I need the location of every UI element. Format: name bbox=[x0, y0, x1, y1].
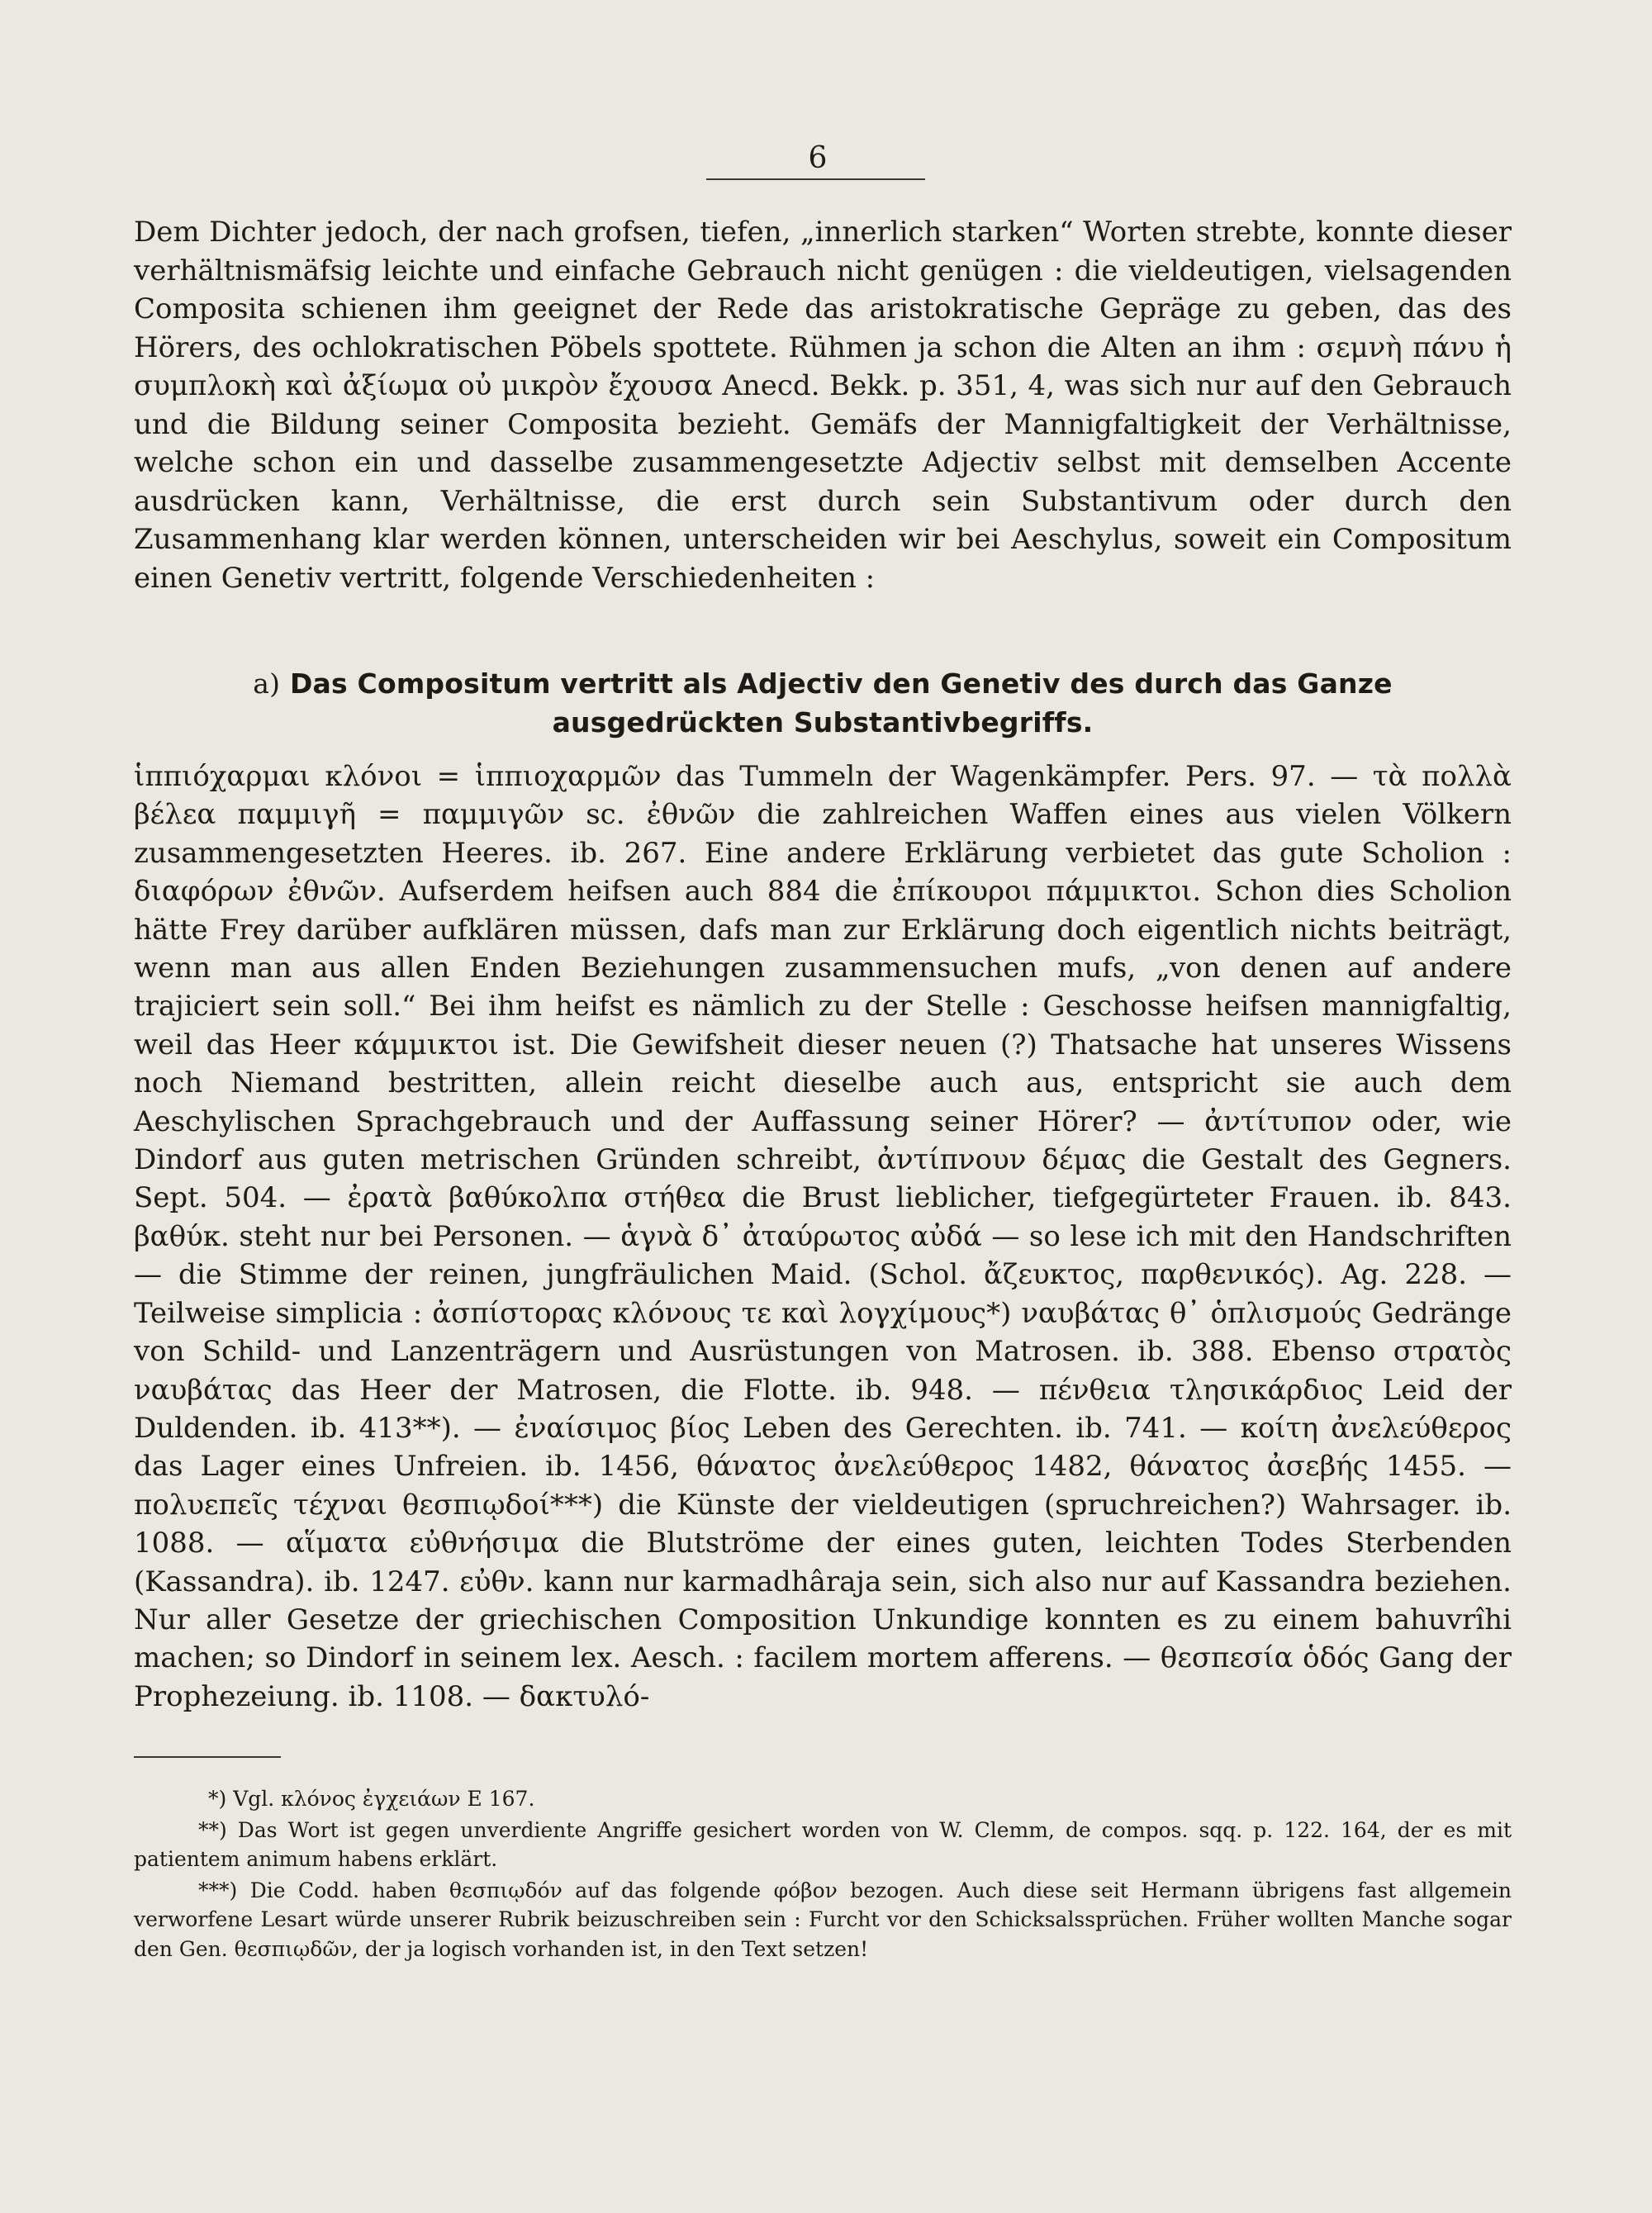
section-label: a) bbox=[253, 667, 281, 700]
footnote-3: ***) Die Codd. haben θεσπιῳδόν auf das folgende φόβον bezogen. Auch diese seit Hermann übrigens fast allgemein verworfene Lesart würde unserer Rubrik beizuschreiben sein : Furcht vor den Schicksalssprüchen. Früher wollten Manche sogar den Gen. θεσπιῳδῶν, der ja logisch vorhanden ist, in den Text setzen! bbox=[134, 1878, 1512, 1961]
intro-paragraph-block bbox=[134, 213, 1512, 597]
page-number: 6 bbox=[808, 141, 828, 175]
header-rule bbox=[706, 178, 925, 180]
section-title: Das Compositum vertritt als Adjectiv den Genetiv des durch das Ganze ausgedrückten Substantivbegriffs. bbox=[289, 667, 1393, 738]
section-heading bbox=[134, 664, 1512, 742]
footnotes bbox=[134, 1784, 1512, 1965]
section-body bbox=[134, 757, 1512, 1716]
section-paragraph: ἱππιόχαρμαι κλόνοι = ἱππιοχαρμῶν das Tummeln der Wagenkämpfer. Pers. 97. — τὰ πολλὰ βέλεα παμμιγῆ = παμμιγῶν sc. ἐθνῶν die zahlreichen Waffen eines aus vielen Völkern zusammengesetzten Heeres. ib. 267. Eine andere Erklärung verbietet das gute Scholion : διαφόρων ἐθνῶν. Aufserdem heifsen auch 884 die ἐπίκουροι πάμμικτοι. Schon dies Scholion hätte Frey darüber aufklären müssen, dafs man zur Erklärung doch eigentlich nichts beiträgt, wenn man aus allen Enden Beziehungen zusammensuchen mufs, „von denen auf andere trajiciert sein soll.“ Bei ihm heifst es nämlich zu der Stelle : Geschosse heifsen mannigfaltig, weil das Heer κάμμικτοι ist. Die Gewifsheit dieser neuen (?) Thatsache hat unseres Wissens noch Niemand bestritten, allein reicht dieselbe auch aus, entspricht sie auch dem Aeschylischen Sprachgebrauch und der Auffassung seiner Hörer? — ἀντίτυπον oder, wie Dindorf aus guten metrischen Gründen schreibt, ἀντίπνουν δέμας die Gestalt des Gegners. Sept. 504. — ἐρατὰ βαθύκολπα στήθεα die Brust lieblicher, tiefgegürteter Frauen. ib. 843. βαθύκ. steht nur bei Personen. — ἁγνὰ δ᾽ ἀταύρωτος αὐδά — so lese ich mit den Handschriften — die Stimme der reinen, jungfräulichen Maid. (Schol. ἄζευκτος, παρθενικός). Ag. 228. — Teilweise simplicia : ἀσπίστορας κλόνους τε καὶ λογχίμους*) ναυβάτας θ᾽ ὁπλισμούς Gedränge von Schild- und Lanzenträgern und Ausrüstungen von Matrosen. ib. 388. Ebenso στρατὸς ναυβάτας das Heer der Matrosen, die Flotte. ib. 948. — πένθεια τλησικάρδιος Leid der Duldenden. ib. 413**). — ἐναίσιμος βίος Leben des Gerechten. ib. 741. — κοίτη ἀνελεύθερος das Lager eines Unfreien. ib. 1456, θάνατος ἀνελεύθερος 1482, θάνατος ἀσεβής 1455. — πολυεπεῖς τέχναι θεσπιῳδοί***) die Künste der vieldeutigen (spruchreichen?) Wahrsager. ib. 1088. — αἵματα εὐθνήσιμα die Blutströme der eines guten, leichten Todes Sterbenden (Kassandra). ib. 1247. εὐθν. kann nur karmadhâraja sein, sich also nur auf Kassandra beziehen. Nur aller Gesetze der griechischen Composition Unkundige konnten es zu einem bahuvrîhi machen; so Dindorf in seinem lex. Aesch. : facilem mortem afferens. — θεσπεσία ὁδός Gang der Prophezeiung. ib. 1108. — δακτυλό- bbox=[134, 760, 1512, 1713]
footnote-rule bbox=[134, 1756, 281, 1758]
footnote-2: **) Das Wort ist gegen unverdiente Angriffe gesichert worden von W. Clemm, de compos. sqq. p. 122. 164, der es mit patientem animum habens erklärt. bbox=[134, 1817, 1512, 1871]
footnote-1: *) Vgl. κλόνος ἐγχειάων Ε 167. bbox=[208, 1787, 535, 1811]
intro-paragraph: Dem Dichter jedoch, der nach grofsen, tiefen, „innerlich starken“ Worten strebte, konnte dieser verhältnismäfsig leichte und einfache Gebrauch nicht genügen : die vieldeutigen, vielsagenden Composita schienen ihm geeignet der Rede das aristokratische Gepräge zu geben, das des Hörers, des ochlokratischen Pöbels spottete. Rühmen ja schon die Alten an ihm : σεμνὴ πάνυ ἡ συμπλοκὴ καὶ ἀξίωμα οὐ μικρὸν ἔχουσα Anecd. Bekk. p. 351, 4, was sich nur auf den Gebrauch und die Bildung seiner Composita bezieht. Gemäfs der Mannigfaltigkeit der Verhältnisse, welche schon ein und dasselbe zusammengesetzte Adjectiv selbst mit demselben Accente ausdrücken kann, Verhältnisse, die erst durch sein Substantivum oder durch den Zusammenhang klar werden können, unterscheiden wir bei Aeschylus, soweit ein Compositum einen Genetiv vertritt, folgende Verschiedenheiten : bbox=[134, 216, 1512, 595]
